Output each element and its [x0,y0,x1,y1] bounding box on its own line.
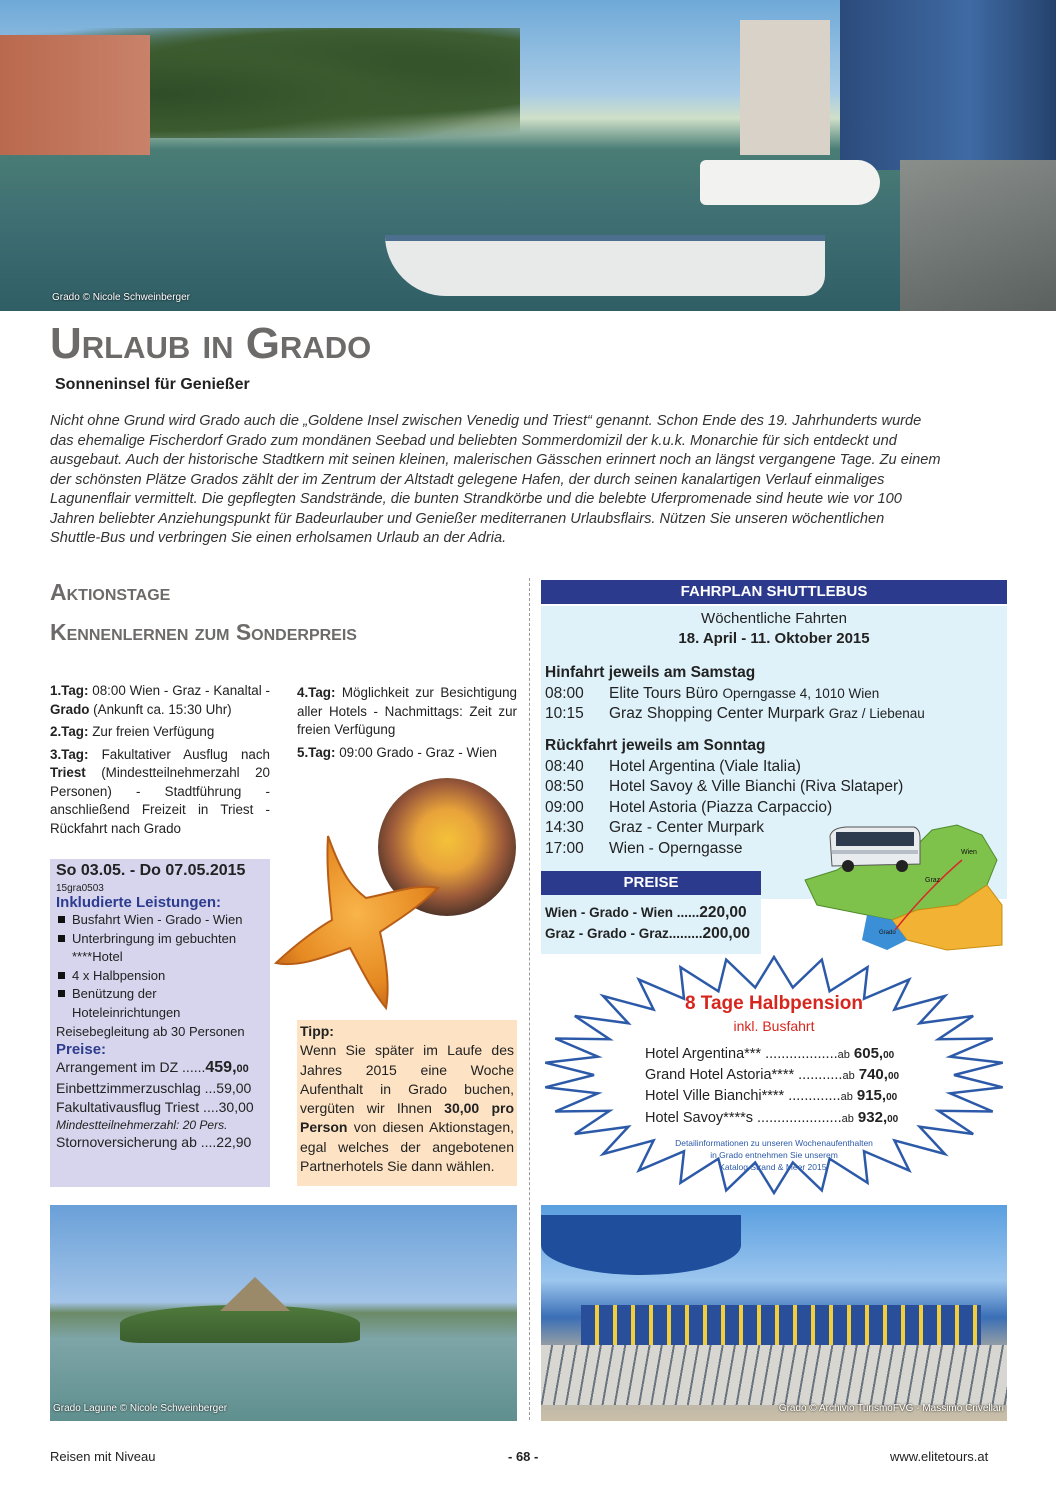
hero-caption: Grado © Nicole Schweinberger [52,292,190,303]
tipp-box [297,1020,517,1186]
aktion-heading: Aktionstage [50,579,171,605]
weekly-label: Wöchentliche Fahrten [701,610,847,627]
map-label-wien: Wien [961,849,977,856]
thatched-hut [220,1277,290,1311]
starfish-icon [268,828,458,1018]
schedule-row: 08:00 Elite Tours Büro Operngasse 4, 1010 Wien [545,685,880,702]
price-row: Graz - Grado - Graz.........200,00 [545,925,750,942]
included-list [50,911,270,1022]
lagoon-photo [50,1205,517,1421]
quay-wall [900,160,1056,311]
storno-price: Stornoversicherung ab ....22,90 [56,1134,252,1150]
intro-line: Nicht ohne Grund wird Grado auch die „Goldene Insel zwischen Venedig und Triest“ genannt. Schon Ende des 19. Jahrhunderts wurde [50,413,922,429]
list-item: Busfahrt Wien - Grado - Wien [56,911,264,930]
price-row: Wien - Grado - Wien ......220,00 [545,904,747,921]
sun-loungers [541,1345,1007,1405]
bus-icon [826,824,922,874]
package-box [50,859,270,1187]
map-label-graz: Graz [925,877,941,884]
list-item: 4 x Halbpension [56,967,264,986]
harbor-houses [0,35,150,155]
page-subtitle: Sonneninsel für Genießer [55,376,250,393]
schedule-row: 17:00 Wien - Operngasse [545,840,743,857]
price-triest: Fakultativausflug Triest ....30,00 [56,1099,254,1115]
package-dates: So 03.05. - Do 07.05.2015 [56,862,246,879]
intro-text [50,412,1008,549]
aktion-subheading: Kennenlernen zum Sonderpreis [50,619,357,645]
intro-line: Shuttle-Bus und verbringen Sie einen erholsamen Urlaub an der Adria. [50,530,507,546]
lagoon-caption: Grado Lagune © Nicole Schweinberger [53,1403,228,1414]
beach-caption: Grado © Archivio TurismoFVG - Massimo Crivellari [778,1403,1004,1414]
hero-photo [0,0,1056,311]
outbound-title: Hinfahrt jeweils am Samstag [545,664,756,681]
tipp-text: Wenn Sie später im Laufe des Jahres 2015 eine Woche Aufenthalt in Grado buchen, vergüten wir Ihnen 30,00 pro Person von diesen Aktionstagen, egal welches der angebotenen Partnerhotels Sie dann wählen. [300,1042,515,1175]
column-divider [529,578,530,1420]
prices-title: Preise: [56,1041,107,1058]
page-number: - 68 - [508,1449,539,1464]
offer-content [541,955,1007,1195]
price-dz: Arrangement im DZ ......459,00 [56,1059,249,1076]
intro-line: Jahren beliebter Anziehungspunkt für Badeurlauber und Genießer mediterranen Urlaubsflairs. Nützen Sie unseren wöchentlichen [50,510,885,527]
guide-note: Reisebegleitung ab 30 Personen [56,1024,245,1039]
umbrella-rows [581,1305,981,1345]
hotel-offer-row: Grand Hotel Astoria**** ...........ab 740,00 [645,1066,900,1083]
intro-line: ausgebaut. Auch der historische Stadtkern mit seinen kleinen, malerischen Gässchen erinnert noch an längst vergangene Tage. Zu einem [50,452,941,468]
package-code: 15gra0503 [56,883,104,894]
return-title: Rückfahrt jeweils am Sonntag [545,737,766,754]
white-motorboat [700,160,880,205]
schedule-row: 08:40 Hotel Argentina (Viale Italia) [545,758,801,775]
map-label-grado: Grado [879,930,896,936]
intro-line: Lagunenflair vermittelt. Die gepflegten Sandstrände, die bunten Strandkörbe und die belebte Uferpromenade sind heute wie vor 100 [50,491,902,507]
tipp-title: Tipp: [300,1023,334,1039]
footer-slogan: Reisen mit Niveau [50,1449,156,1464]
included-title: Inkludierte Leistungen: [56,894,222,911]
hotel-offer-row: Hotel Argentina*** ..................ab 605,00 [645,1045,895,1062]
page-title: Urlaub in Grado [50,319,372,368]
offer-title: 8 Tage Halbpension [684,993,864,1014]
schedule-row: 10:15 Graz Shopping Center Murpark Graz / Liebenau [545,705,925,722]
bus-prices [541,898,761,954]
day-program-right [297,684,517,762]
beach-photo [541,1205,1007,1421]
glass-tower [840,0,1056,170]
intro-line: das ehemalige Fischerdorf Grado zum mondänen Seebad und beliebten Sommerdomizil der k.u.k. Monarchie für sich entdeckt und [50,432,897,449]
day-5: 5.Tag: 09:00 Grado - Graz - Wien [297,744,497,760]
day-1: 1.Tag: 08:00 Wien - Graz - Kanaltal - Grado (Ankunft ca. 15:30 Uhr) [50,683,270,717]
list-item: Unterbringung im gebuchten ****Hotel [56,930,264,967]
hotel-offer-row: Hotel Ville Bianchi**** .............ab 915,00 [645,1087,898,1104]
day-3: 3.Tag: Fakultativer Ausflug nach Triest (Mindestteilnehmerzahl 20 Personen) - Stadtführung - anschließend Freizeit in Triest - Rückfahrt nach Grado [50,746,270,836]
period-label: 18. April - 11. Oktober 2015 [678,630,870,647]
min-participants: Mindestteilnehmerzahl: 20 Pers. [56,1118,228,1132]
beach-umbrella [541,1215,741,1275]
schedule-row: 14:30 Graz - Center Murpark [545,819,765,836]
construction-building [740,20,830,155]
preise-bar: PREISE [541,871,761,895]
day-2: 2.Tag: Zur freien Verfügung [50,724,215,739]
price-ez: Einbettzimmerzuschlag ...59,00 [56,1080,252,1096]
shuttle-bar: FAHRPLAN SHUTTLEBUS [541,580,1007,604]
footer-url[interactable]: www.elitetours.at [890,1449,989,1464]
offer-subtitle: inkl. Busfahrt [733,1018,815,1034]
schedule-row: 09:00 Hotel Astoria (Piazza Carpaccio) [545,799,833,816]
day-program-left [50,682,270,838]
list-item: Benützung der Hoteleinrichtungen [56,985,264,1022]
intro-line: der schönsten Plätze Grados zählt der im Zentrum der Altstadt gelegene Hafen, der durch seinen kanalartigen Verlauf einmaliges [50,471,885,488]
offer-note: Detailinformationen zu unseren Wochenaufenthalten in Grado entnehmen Sie unserem Katalog Strand & Meer 2015! [675,1138,873,1172]
hotel-offer-row: Hotel Savoy****s .....................ab 932,00 [645,1109,899,1126]
schedule-row: 08:50 Hotel Savoy & Ville Bianchi (Riva Slataper) [545,778,904,795]
day-4: 4.Tag: Möglichkeit zur Besichtigung aller Hotels - Nachmittags: Zeit zur freien Verfügung [297,685,517,737]
rowing-boat [385,235,825,296]
